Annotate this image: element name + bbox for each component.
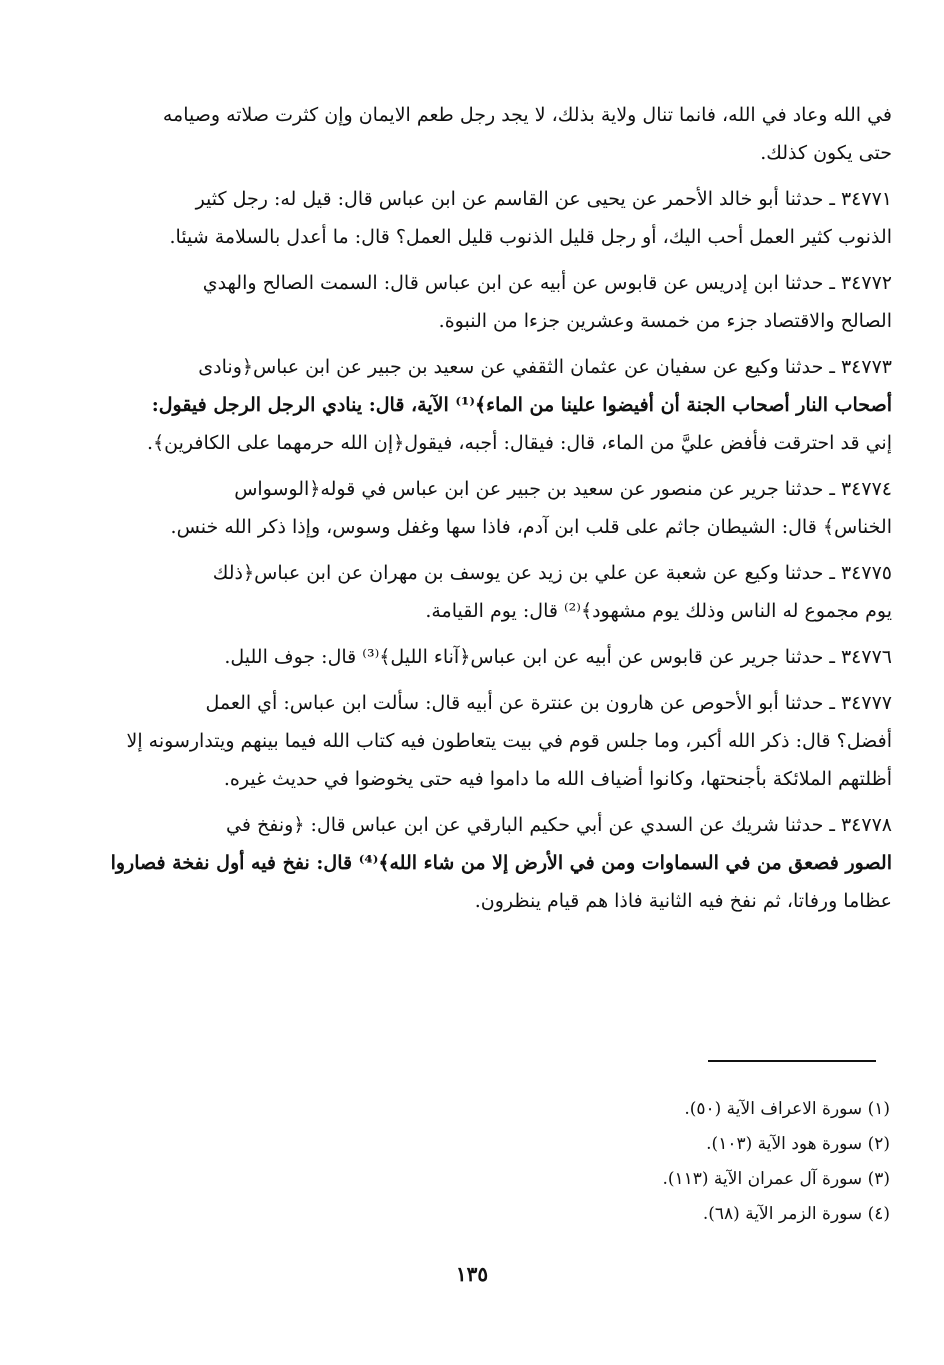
main-text xyxy=(86,96,892,928)
text-line: إني قد احترقت فأفض عليَّ من الماء، قال: فيقال: أجبه، فيقول﴿إن الله حرمهما على الكافرين﴾. xyxy=(146,432,892,454)
hadith-34774 xyxy=(86,470,892,546)
hadith-34777 xyxy=(86,684,892,798)
hadith-34776 xyxy=(86,638,892,676)
text-line: الخناس﴾ قال: الشيطان جاثم على قلب ابن آدم، فاذا سها وغفل وسوس، وإذا ذكر الله خنس. xyxy=(170,516,892,538)
footnote-4: (٤) سورة الزمر الآية (٦٨). xyxy=(702,1204,890,1224)
text-line: أظلتهم الملائكة بأجنحتها، وكانوا أضياف الله ما داموا فيه حتى يخوضوا في حديث غيره. xyxy=(223,768,892,790)
footnotes xyxy=(662,1094,890,1234)
text-line: أفضل؟ قال: ذكر الله أكبر، وما جلس قوم في بيت يتعاطون فيه كتاب الله فيما بينهم ويتدارسونه إلا xyxy=(126,730,892,752)
footnote-2: (٢) سورة هود الآية (١٠٣). xyxy=(706,1134,890,1154)
text-line: يوم مجموع له الناس وذلك يوم مشهود﴾⁽²⁾ قال: يوم القيامة. xyxy=(425,600,892,622)
text-line: ٣٤٧٧٦ ـ حدثنا جرير عن قابوس عن أبيه عن ابن عباس﴿آناء الليل﴾⁽³⁾ قال: جوف الليل. xyxy=(224,646,892,668)
text-line: ٣٤٧٧٤ ـ حدثنا جرير عن منصور عن سعيد بن جبير عن ابن عباس في قوله﴿الوسواس xyxy=(234,478,892,500)
hadith-34772 xyxy=(86,264,892,340)
footnote-divider xyxy=(708,1060,876,1062)
text-line: ٣٤٧٧٢ ـ حدثنا ابن إدريس عن قابوس عن أبيه عن ابن عباس قال: السمت الصالح والهدي xyxy=(202,272,892,294)
text-line: ٣٤٧٧٨ ـ حدثنا شريك عن السدي عن أبي حكيم البارقي عن ابن عباس قال: ﴿ونفخ في xyxy=(226,814,892,836)
hadith-34778 xyxy=(86,806,892,920)
text-line: في الله وعاد في الله، فانما تنال ولاية بذلك، لا يجد رجل طعم الايمان وإن كثرت صلاته وصيامه xyxy=(162,104,892,126)
text-line: ٣٤٧٧١ ـ حدثنا أبو خالد الأحمر عن يحيى عن القاسم عن ابن عباس قال: قيل له: رجل كثير xyxy=(195,188,892,210)
text-line: ٣٤٧٧٣ ـ حدثنا وكيع عن سفيان عن عثمان الثقفي عن سعيد بن جبير عن ابن عباس﴿ونادى xyxy=(198,356,892,378)
footnote-1: (١) سورة الاعراف الآية (٥٠). xyxy=(684,1099,890,1119)
hadith-34773 xyxy=(86,348,892,462)
text-line: ٣٤٧٧٥ ـ حدثنا وكيع عن شعبة عن علي بن زيد عن يوسف بن مهران عن ابن عباس﴿ذلك xyxy=(212,562,892,584)
text-line: عظاما ورفاتا، ثم نفخ فيه الثانية فاذا هم قيام ينظرون. xyxy=(474,890,892,912)
hadith-34771 xyxy=(86,180,892,256)
text-line: ٣٤٧٧٧ ـ حدثنا أبو الأحوص عن هارون بن عنترة عن أبيه قال: سألت ابن عباس: أي العمل xyxy=(205,692,892,714)
text-line: الصالح والاقتصاد جزء من خمسة وعشرين جزءا من النبوة. xyxy=(438,310,892,332)
text-line: الصور فصعق من في السماوات ومن في الأرض إلا من شاء الله﴾⁽⁴⁾ قال: نفخ فيه أول نفخة فصاروا xyxy=(110,852,892,874)
hadith-34775 xyxy=(86,554,892,630)
paragraph xyxy=(86,96,892,172)
footnote-3: (٣) سورة آل عمران الآية (١١٣). xyxy=(662,1169,890,1189)
text-line: حتى يكون كذلك. xyxy=(760,142,892,164)
page-number: ١٣٥ xyxy=(455,1262,489,1286)
text-line: أصحاب النار أصحاب الجنة أن أفيضوا علينا من الماء﴾⁽¹⁾ الآية، قال: ينادي الرجل الرجل فيقول: xyxy=(151,394,892,416)
text-line: الذنوب كثير العمل أحب اليك، أو رجل قليل الذنوب قليل العمل؟ قال: ما أعدل بالسلامة شيئا. xyxy=(169,226,892,248)
